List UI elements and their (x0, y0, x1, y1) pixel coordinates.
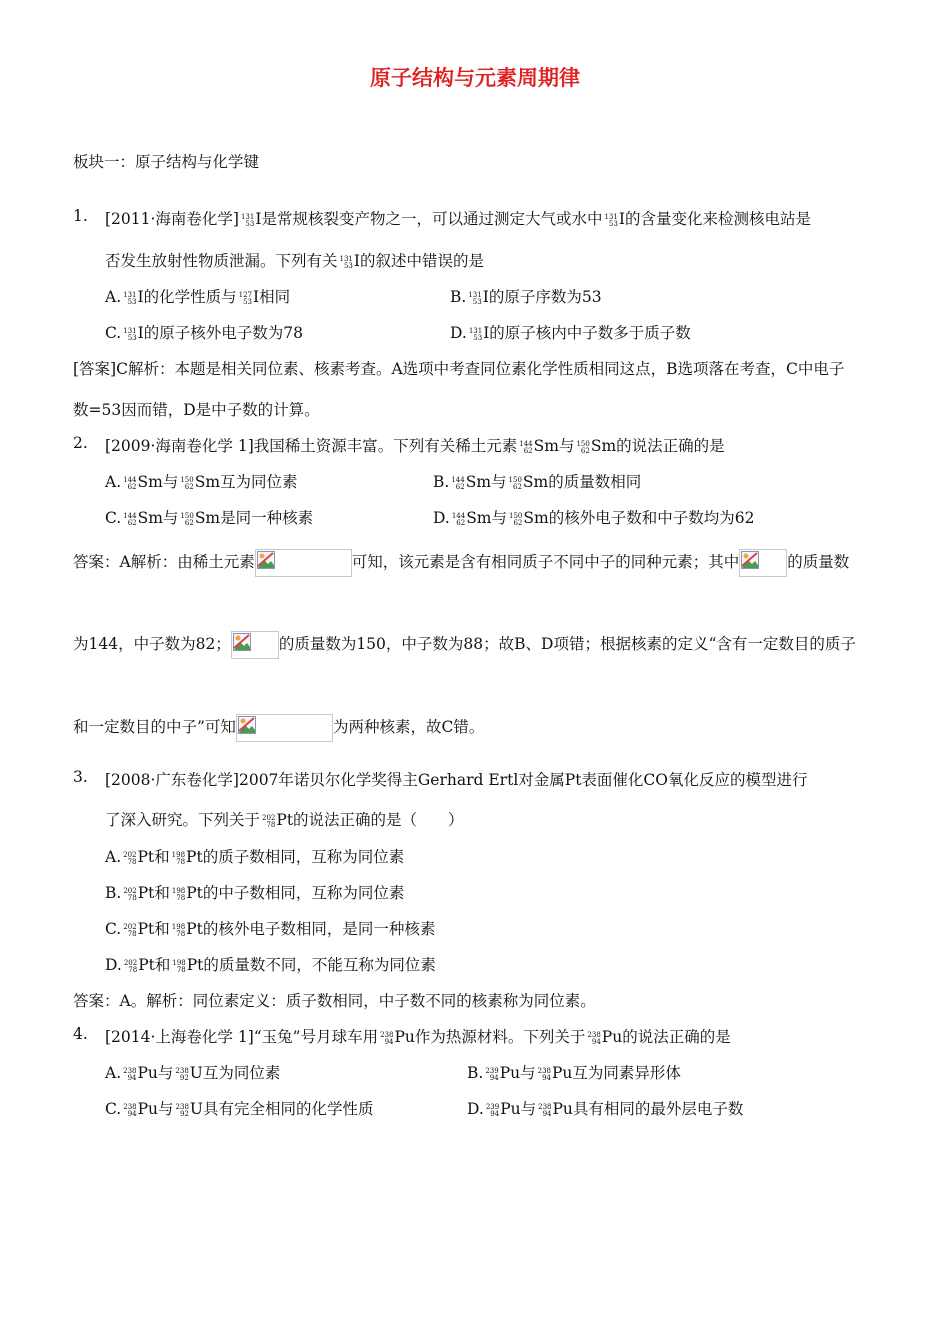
nuclide-pt202: 202 78 (123, 923, 137, 938)
nuclide-sm150: 150 62 (508, 476, 522, 491)
q4-option-a: A. 238 94 Pu与 238 92 U互为同位素 (105, 1064, 281, 1082)
nuclide-pu238: 238 94 (587, 1031, 601, 1046)
nuclide-i131: 131 53 (604, 213, 618, 228)
q4-number: 4. (73, 1025, 88, 1043)
q3-option-d: D. 202 78 Pt和 198 78 Pt的质量数不同，不能互称为同位素 (105, 956, 436, 974)
nuclide-sm150: 150 62 (180, 512, 194, 527)
nuclide-pu239: 239 94 (485, 1067, 499, 1082)
nuclide-pt202: 202 78 (123, 959, 138, 974)
nuclide-pu238: 238 94 (380, 1031, 394, 1046)
page-title: 原子结构与元素周期律 (370, 65, 580, 90)
nuclide-pt202: 202 78 (123, 887, 137, 902)
nuclide-pt202: 202 78 (262, 814, 276, 829)
nuclide-sm150: 150 62 (509, 512, 523, 527)
nuclide-i131: 131 53 (468, 327, 483, 342)
q4-option-d: D. 239 94 Pu与 238 94 Pu具有相同的最外层电子数 (467, 1100, 744, 1118)
q2-option-c: C. 144 62 Sm与 150 62 Sm是同一种核素 (105, 509, 314, 527)
q1-option-a: A. 131 53 I的化学性质与 127 53 I相同 (105, 288, 291, 306)
nuclide-sm144: 144 62 (519, 440, 533, 455)
nuclide-sm150: 150 62 (576, 440, 590, 455)
q2-option-d: D. 144 62 Sm与 150 62 Sm的核外电子数和中子数均为62 (433, 509, 755, 527)
nuclide-i131: 131 53 (468, 291, 482, 306)
q2-number: 2. (73, 434, 88, 452)
q1-option-d: D. 131 53 I的原子核内中子数多于质子数 (450, 324, 691, 342)
nuclide-pt198: 198 78 (171, 851, 186, 866)
q2-option-b: B. 144 62 Sm与 150 62 Sm的质量数相同 (433, 473, 642, 491)
q4-option-b: B. 239 94 Pu与 238 94 Pu互为同素异形体 (467, 1064, 681, 1082)
nuclide-sm144: 144 62 (451, 476, 465, 491)
nuclide-pu238: 238 94 (123, 1067, 137, 1082)
nuclide-i131: 131 53 (240, 213, 255, 228)
nuclide-i131: 131 53 (123, 327, 137, 342)
nuclide-sm144: 144 62 (451, 512, 466, 527)
nuclide-sm144: 144 62 (123, 512, 137, 527)
q3-stem-line1: [2008·广东卷化学]2007年诺贝尔化学奖得主Gerhard Ertl对金属Pt表面催化CO氧化反应的模型进行 (105, 771, 808, 789)
nuclide-u238: 238 92 (175, 1067, 189, 1082)
nuclide-i127: 127 53 (238, 291, 252, 306)
section-heading: 板块一：原子结构与化学键 (73, 153, 260, 171)
nuclide-sm144: 144 62 (123, 476, 137, 491)
q3-option-a: A. 202 78 Pt和 198 78 Pt的质子数相同，互称为同位素 (105, 848, 405, 866)
q2-stem: [2009·海南卷化学 1]我国稀土资源丰富。下列有关稀土元素 144 62 Sm与 150 62 Sm的说法正确的是 (105, 437, 725, 455)
broken-image-icon (739, 549, 787, 577)
nuclide-pu238: 238 94 (537, 1067, 551, 1082)
nuclide-pt202: 202 78 (123, 851, 137, 866)
q2-option-a: A. 144 62 Sm与 150 62 Sm互为同位素 (105, 473, 298, 491)
q3-option-c: C. 202 78 Pt和 198 78 Pt的核外电子数相同，是同一种核素 (105, 920, 436, 938)
q1-number: 1. (73, 207, 88, 225)
q4-option-c: C. 238 94 Pu与 238 92 U具有完全相同的化学性质 (105, 1100, 374, 1118)
q1-option-b: B. 131 53 I的原子序数为53 (450, 288, 602, 306)
nuclide-pt198: 198 78 (171, 923, 186, 938)
q2-answer-line1: 答案：A解析：由稀土元素 可知，该元素是含有相同质子不同中子的同种元素；其中 的质量数 (73, 547, 849, 577)
broken-image-icon (255, 549, 352, 577)
nuclide-pt198: 198 78 (171, 887, 186, 902)
nuclide-sm150: 150 62 (180, 476, 194, 491)
q4-stem: [2014·上海卷化学 1]“玉兔”号月球车用 238 94 Pu作为热源材料。下列关于 238 94 Pu的说法正确的是 (105, 1028, 731, 1046)
q1-stem-line1: [2011·海南卷化学] 131 53 I是常规核裂变产物之一，可以通过测定大气或水中 131 53 I的含量变化来检测核电站是 (105, 210, 811, 228)
q1-answer-line1: [答案]C解析：本题是相关同位素、核素考查。A选项中考查同位素化学性质相同这点，B选项落在考查，C中电子 (73, 360, 845, 378)
q3-answer: 答案：A。解析：同位素定义：质子数相同，中子数不同的核素称为同位素。 (73, 992, 596, 1010)
q1-stem-line2: 否发生放射性物质泄漏。下列有关 131 53 I的叙述中错误的是 (105, 252, 485, 270)
q1-option-c: C. 131 53 I的原子核外电子数为78 (105, 324, 303, 342)
q3-option-b: B. 202 78 Pt和 198 78 Pt的中子数相同，互称为同位素 (105, 884, 405, 902)
broken-image-icon (231, 631, 279, 659)
q3-number: 3. (73, 768, 88, 786)
broken-image-icon (236, 714, 333, 742)
nuclide-pu238: 238 94 (538, 1103, 552, 1118)
nuclide-u238: 238 92 (175, 1103, 189, 1118)
nuclide-i131: 131 53 (123, 291, 137, 306)
nuclide-pu239: 239 94 (485, 1103, 500, 1118)
q1-answer-line2: 数=53因而错，D是中子数的计算。 (73, 401, 320, 419)
nuclide-pt198: 198 78 (172, 959, 186, 974)
nuclide-pu238: 238 94 (123, 1103, 137, 1118)
q2-answer-line2: 为144，中子数为82； 的质量数为150，中子数为88；故B、D项错；根据核素的定义“含有一定数目的质子 (73, 629, 856, 659)
nuclide-i131: 131 53 (339, 255, 353, 270)
q3-stem-line2: 了深入研究。下列关于 202 78 Pt的说法正确的是（ ） (105, 811, 464, 829)
q2-answer-line3: 和一定数目的中子”可知 为两种核素，故C错。 (73, 712, 484, 742)
